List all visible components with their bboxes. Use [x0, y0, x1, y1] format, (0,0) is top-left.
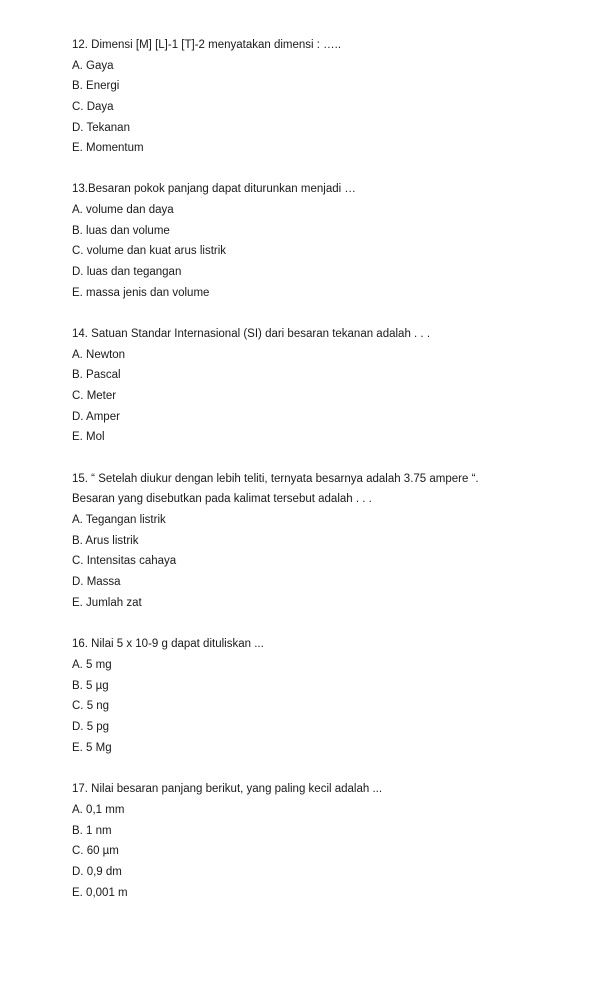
question-14-option-d: D. Amper: [72, 411, 120, 423]
question-16-option-a: A. 5 mg: [72, 659, 112, 671]
question-15-option-b: B. Arus listrik: [72, 535, 139, 547]
question-13-option-b: B. luas dan volume: [72, 225, 170, 237]
question-15-option-c: C. Intensitas cahaya: [72, 555, 177, 567]
question-16-option-b: B. 5 µg: [72, 680, 109, 692]
question-15-text-line-1: 15. “ Setelah diukur dengan lebih teliti, ternyata besarnya adalah 3.75 ampere “.: [72, 473, 479, 485]
question-12-text: 12. Dimensi [M] [L]-1 [T]-2 menyatakan dimensi : …..: [72, 39, 342, 51]
question-16-option-c: C. 5 ng: [72, 700, 110, 712]
question-13-option-c: C. volume dan kuat arus listrik: [72, 245, 227, 257]
question-13-text: 13.Besaran pokok panjang dapat diturunkan menjadi …: [72, 183, 356, 195]
question-17-option-c: C. 60 µm: [72, 845, 119, 857]
question-14-option-a: A. Newton: [72, 349, 126, 361]
question-12-option-b: B. Energi: [72, 80, 120, 92]
question-13-option-e: E. massa jenis dan volume: [72, 287, 210, 299]
question-15-option-a: A. Tegangan listrik: [72, 514, 166, 526]
question-17-option-d: D. 0,9 dm: [72, 866, 122, 878]
question-12-option-e: E. Momentum: [72, 142, 144, 154]
question-15-text-line-2: Besaran yang disebutkan pada kalimat tersebut adalah . . .: [72, 493, 372, 505]
question-15-option-d: D. Massa: [72, 576, 121, 588]
question-13-option-a: A. volume dan daya: [72, 204, 174, 216]
question-17-option-a: A. 0,1 mm: [72, 804, 125, 816]
question-12-option-a: A. Gaya: [72, 60, 114, 72]
question-17-text: 17. Nilai besaran panjang berikut, yang paling kecil adalah ...: [72, 783, 383, 795]
question-13-option-d: D. luas dan tegangan: [72, 266, 182, 278]
question-12-option-c: C. Daya: [72, 101, 114, 113]
question-16-text: 16. Nilai 5 x 10-9 g dapat dituliskan ...: [72, 638, 264, 650]
question-14-option-c: C. Meter: [72, 390, 117, 402]
question-16-option-e: E. 5 Mg: [72, 742, 112, 754]
question-17-option-e: E. 0,001 m: [72, 887, 128, 899]
question-16-option-d: D. 5 pg: [72, 721, 110, 733]
question-14-option-b: B. Pascal: [72, 369, 121, 381]
question-17-option-b: B. 1 nm: [72, 825, 112, 837]
question-15-option-e: E. Jumlah zat: [72, 597, 142, 609]
question-12-option-d: D. Tekanan: [72, 122, 130, 134]
question-14-text: 14. Satuan Standar Internasional (SI) dari besaran tekanan adalah . . .: [72, 328, 431, 340]
question-14-option-e: E. Mol: [72, 431, 105, 443]
